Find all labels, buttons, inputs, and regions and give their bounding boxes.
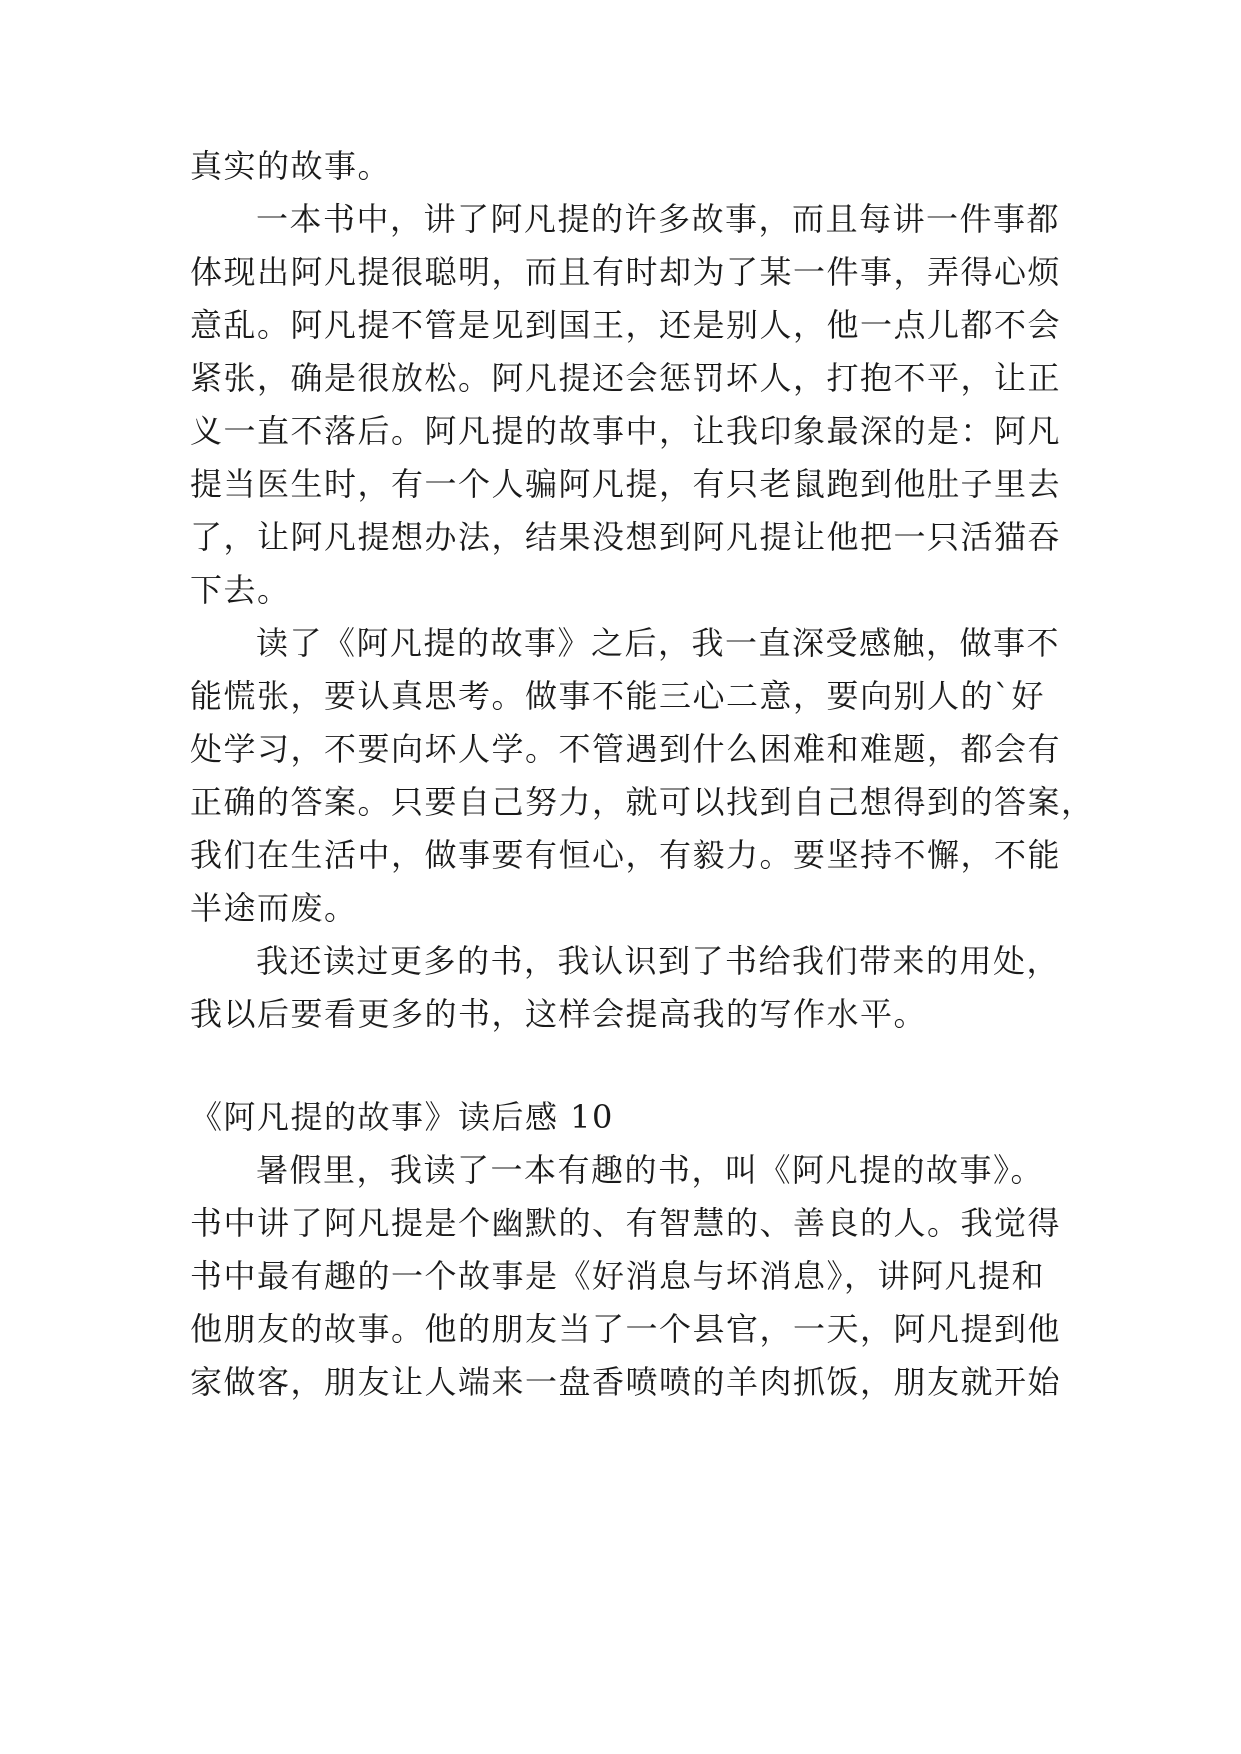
paragraph-line: 下去。: [190, 571, 291, 609]
paragraph-line: 我们在生活中，做事要有恒心，有毅力。要坚持不懈，不能: [190, 836, 1062, 874]
paragraph-line: 义一直不落后。阿凡提的故事中，让我印象最深的是：阿凡: [190, 412, 1062, 450]
paragraph-line: 读了《阿凡提的故事》之后，我一直深受感触，做事不: [256, 624, 1061, 662]
paragraph-line: 书中讲了阿凡提是个幽默的、有智慧的、善良的人。我觉得: [190, 1204, 1062, 1242]
paragraph-line: 提当医生时，有一个人骗阿凡提，有只老鼠跑到他肚子里去: [190, 465, 1062, 503]
paragraph-line: 能慌张，要认真思考。做事不能三心二意，要向别人的`好: [190, 677, 1046, 715]
paragraph-line: 他朋友的故事。他的朋友当了一个县官，一天，阿凡提到他: [190, 1310, 1062, 1348]
paragraph-line: 暑假里，我读了一本有趣的书，叫《阿凡提的故事》。: [256, 1151, 1045, 1189]
paragraph-line: 了，让阿凡提想办法，结果没想到阿凡提让他把一只活猫吞: [190, 518, 1062, 556]
paragraph-line: 书中最有趣的一个故事是《好消息与坏消息》，讲阿凡提和: [190, 1257, 1046, 1295]
paragraph-line: 半途而废。: [190, 889, 358, 927]
paragraph-line: 我还读过更多的书，我认识到了书给我们带来的用处，: [256, 942, 1061, 980]
paragraph-line: 紧张，确是很放松。阿凡提还会惩罚坏人，打抱不平，让正: [190, 359, 1062, 397]
section-heading: 《阿凡提的故事》读后感 10: [190, 1098, 614, 1136]
paragraph-line: 正确的答案。只要自己努力，就可以找到自己想得到的答案，: [190, 783, 1095, 821]
paragraph-line: 家做客，朋友让人端来一盘香喷喷的羊肉抓饭，朋友就开始: [190, 1363, 1062, 1401]
paragraph-line: 真实的故事。: [190, 147, 392, 185]
paragraph-line: 处学习，不要向坏人学。不管遇到什么困难和难题，都会有: [190, 730, 1062, 768]
paragraph-line: 意乱。阿凡提不管是见到国王，还是别人，他一点儿都不会: [190, 306, 1062, 344]
paragraph-line: 一本书中，讲了阿凡提的许多故事，而且每讲一件事都: [256, 200, 1061, 238]
paragraph-line: 我以后要看更多的书，这样会提高我的写作水平。: [190, 995, 928, 1033]
paragraph-line: 体现出阿凡提很聪明，而且有时却为了某一件事，弄得心烦: [190, 253, 1062, 291]
